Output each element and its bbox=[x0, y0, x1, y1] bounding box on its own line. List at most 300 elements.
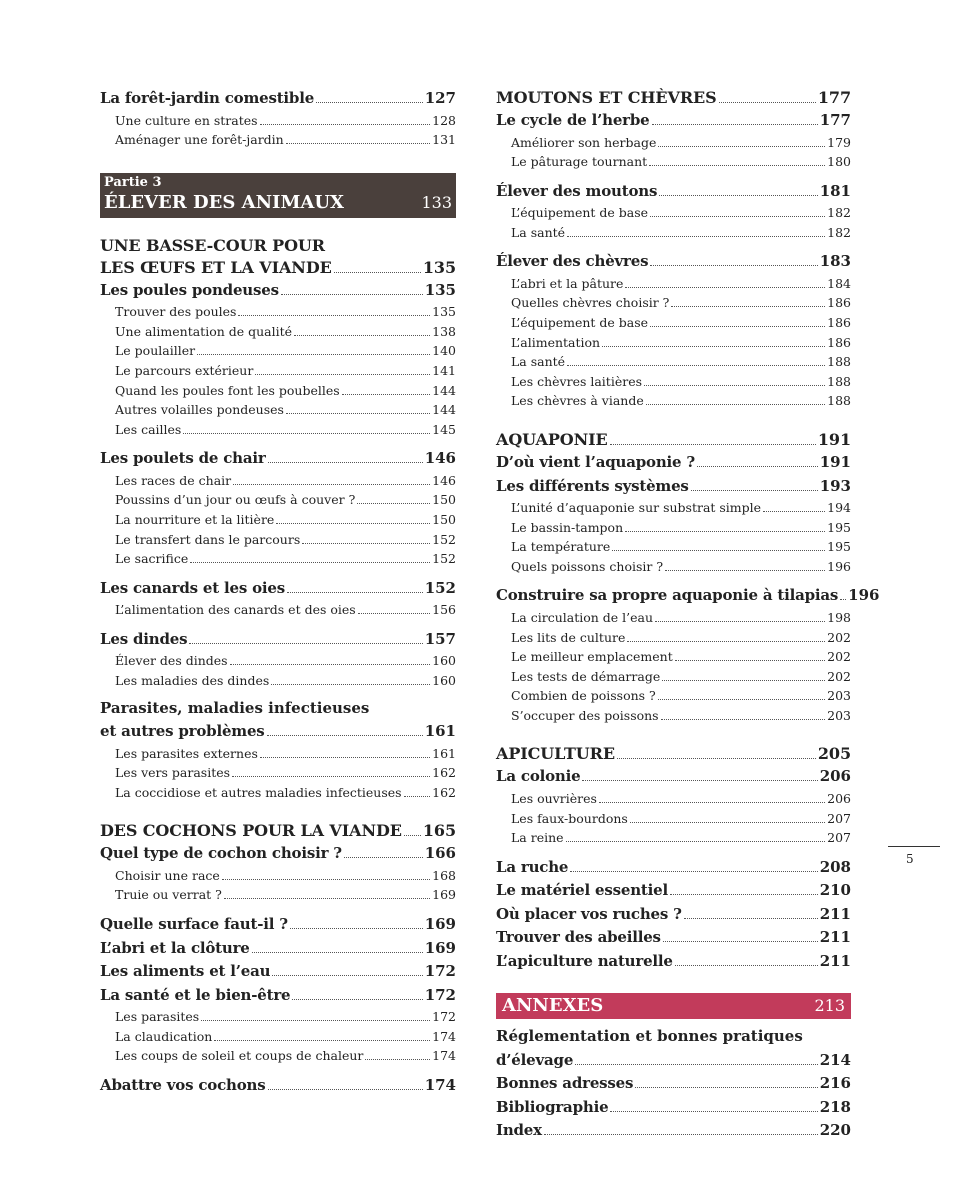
toc-column-left bbox=[100, 87, 456, 1097]
toc-entry-title: L’équipement de base bbox=[511, 315, 649, 331]
toc-entry-page: 202 bbox=[827, 629, 851, 645]
toc-entry-title: Les faux-bourdons bbox=[511, 810, 628, 826]
toc-entry bbox=[496, 950, 851, 974]
toc-entry-page: 146 bbox=[424, 449, 456, 468]
toc-entry-page: 152 bbox=[432, 531, 456, 547]
toc-entry-title: La forêt-jardin comestible bbox=[100, 89, 315, 107]
toc-entry-page: 180 bbox=[827, 154, 851, 170]
toc-entry-page: 162 bbox=[432, 784, 456, 800]
toc-entry-page: 150 bbox=[432, 512, 456, 528]
toc-entry-title: Les maladies des dindes bbox=[115, 673, 270, 688]
toc-entry-title: L’alimentation bbox=[511, 334, 601, 350]
toc-entry bbox=[100, 577, 456, 601]
toc-entry-title: La circulation de l’eau bbox=[511, 609, 654, 625]
toc-entry-title: Quelles chèvres choisir ? bbox=[511, 295, 670, 311]
toc-entry-title: Bibliographie bbox=[496, 1097, 609, 1116]
toc-entry-title: La nourriture et la litière bbox=[115, 512, 275, 528]
toc-entry-title: L’équipement de base bbox=[511, 205, 649, 221]
toc-entry-page: 174 bbox=[424, 1075, 456, 1094]
dot-leader bbox=[404, 796, 431, 797]
toc-subentry bbox=[100, 1046, 456, 1066]
part-page: 133 bbox=[421, 192, 452, 212]
toc-entry-reglementation: Réglementation et bonnes pratiques d’élevage 214 bbox=[496, 1027, 851, 1069]
toc-subentry bbox=[100, 361, 456, 381]
toc-entry-title: Les chèvres laitières bbox=[511, 373, 643, 389]
toc-entry-page: 220 bbox=[819, 1121, 851, 1140]
toc-subentry bbox=[100, 783, 456, 803]
toc-entry-page: 177 bbox=[819, 111, 851, 129]
toc-entry-title: Combien de poissons ? bbox=[511, 688, 656, 704]
toc-entry-page: 172 bbox=[432, 1009, 456, 1025]
folio-rule bbox=[888, 846, 940, 847]
toc-entry-parasites: Parasites, maladies infectieuses et autres problèmes 161 bbox=[100, 698, 456, 741]
dot-leader bbox=[650, 326, 825, 327]
page-number: 5 bbox=[906, 852, 914, 866]
toc-entry-page: 195 bbox=[827, 539, 851, 555]
toc-entry-title: Les dindes bbox=[100, 629, 188, 648]
toc-subentry bbox=[100, 381, 456, 401]
toc-entry-title: L’alimentation des canards et des oies bbox=[115, 602, 356, 618]
toc-entry-page: 186 bbox=[827, 334, 851, 350]
toc-subentry bbox=[496, 667, 851, 687]
dot-leader bbox=[276, 523, 430, 524]
chapter-heading-aquaponie: AQUAPONIE 191 bbox=[496, 430, 851, 450]
dot-leader bbox=[201, 1020, 430, 1021]
dot-leader bbox=[675, 965, 818, 966]
dot-leader bbox=[567, 236, 825, 237]
dot-leader bbox=[294, 335, 430, 336]
toc-subentry bbox=[496, 352, 851, 372]
toc-entry bbox=[496, 856, 851, 880]
toc-entry-title: Quel type de cochon choisir ? bbox=[100, 844, 342, 863]
toc-entry-page: 211 bbox=[819, 951, 851, 970]
dot-leader bbox=[610, 1111, 817, 1112]
toc-entry-page: 186 bbox=[827, 295, 851, 311]
toc-entry-title: Le parcours extérieur bbox=[115, 362, 254, 378]
toc-subentry bbox=[496, 828, 851, 848]
toc-entry-title: Le matériel essentiel bbox=[496, 881, 668, 900]
toc-subentry bbox=[496, 686, 851, 706]
toc-entry-title: L’abri et la pâture bbox=[511, 275, 624, 291]
dot-leader bbox=[649, 165, 825, 166]
toc-entry-title: Quand les poules font les poubelles bbox=[115, 382, 340, 398]
toc-entry-page: 184 bbox=[827, 275, 851, 291]
toc-entry-page: 152 bbox=[432, 551, 456, 567]
toc-entry-page: 150 bbox=[432, 492, 456, 508]
toc-entry bbox=[496, 926, 851, 950]
toc-entry bbox=[496, 451, 851, 475]
toc-subentry bbox=[496, 706, 851, 726]
toc-entry-page: 207 bbox=[827, 810, 851, 826]
toc-entry-title: L’unité d’aquaponie sur substrat simple bbox=[511, 500, 762, 516]
toc-entry-page: 135 bbox=[432, 304, 456, 320]
toc-subentry bbox=[100, 1027, 456, 1047]
toc-entry bbox=[496, 1119, 851, 1143]
toc-entry-page: 206 bbox=[819, 767, 851, 786]
toc-entry-page: 168 bbox=[432, 867, 456, 883]
toc-subentry bbox=[100, 549, 456, 569]
dot-leader bbox=[763, 511, 825, 512]
toc-subentry bbox=[496, 537, 851, 557]
toc-entry-title: Les poulets de chair bbox=[100, 449, 266, 468]
toc-subentry bbox=[496, 518, 851, 538]
toc-subentry bbox=[496, 608, 851, 628]
toc-entry-title: Les parasites externes bbox=[115, 745, 258, 761]
toc-entry-page: 182 bbox=[827, 205, 851, 221]
toc-subentry bbox=[496, 498, 851, 518]
dot-leader bbox=[290, 928, 423, 929]
toc-entry-page: 162 bbox=[432, 765, 456, 781]
dot-leader bbox=[255, 374, 430, 375]
toc-entry bbox=[496, 180, 851, 204]
toc-entry-title: La reine bbox=[511, 830, 564, 846]
toc-entry-title: Améliorer son herbage bbox=[511, 134, 657, 150]
toc-entry-title: La santé et le bien-être bbox=[100, 985, 291, 1004]
dot-leader bbox=[625, 287, 825, 288]
toc-entry bbox=[100, 279, 456, 303]
toc-subentry bbox=[496, 372, 851, 392]
toc-entry-page: 172 bbox=[424, 985, 456, 1004]
toc-entry bbox=[100, 1074, 456, 1098]
toc-subentry bbox=[496, 274, 851, 294]
toc-entry bbox=[496, 109, 851, 133]
toc-entry-page: 127 bbox=[424, 89, 456, 107]
toc-entry-page: 195 bbox=[827, 519, 851, 535]
dot-leader bbox=[659, 195, 817, 196]
toc-entry-title: Les ouvrières bbox=[511, 790, 597, 806]
toc-entry-title: La température bbox=[511, 539, 611, 555]
dot-leader bbox=[599, 802, 825, 803]
toc-subentry bbox=[496, 152, 851, 172]
toc-entry bbox=[100, 842, 456, 866]
chapter-heading-apiculture: APICULTURE 205 bbox=[496, 744, 851, 764]
toc-entry bbox=[496, 1096, 851, 1120]
toc-subentry bbox=[496, 628, 851, 648]
toc-entry bbox=[100, 984, 456, 1008]
dot-leader bbox=[662, 680, 825, 681]
dot-leader bbox=[183, 433, 430, 434]
toc-section-basse-cour bbox=[100, 279, 456, 691]
toc-entry-title: Aménager une forêt-jardin bbox=[115, 132, 284, 148]
dot-leader bbox=[544, 1134, 818, 1135]
toc-entry-title: La ruche bbox=[496, 857, 569, 876]
toc-entry-page: 157 bbox=[424, 629, 456, 648]
toc-entry-page: 181 bbox=[819, 181, 851, 200]
toc-subentry bbox=[100, 130, 456, 150]
toc-subentry bbox=[496, 391, 851, 411]
toc-entry-page: 135 bbox=[424, 280, 456, 299]
toc-entry-page: 174 bbox=[432, 1048, 456, 1064]
toc-subentry bbox=[100, 885, 456, 905]
toc-entry-page: 196 bbox=[827, 558, 851, 574]
dot-leader bbox=[292, 999, 422, 1000]
dot-leader bbox=[358, 613, 430, 614]
toc-entry-page: 216 bbox=[819, 1074, 851, 1093]
toc-entry-page: 152 bbox=[424, 578, 456, 597]
toc-entry-title: Les cailles bbox=[115, 421, 182, 437]
toc-entry-title: D’où vient l’aquaponie ? bbox=[496, 453, 695, 472]
toc-entry-title: Truie ou verrat ? bbox=[115, 887, 222, 903]
dot-leader bbox=[190, 562, 430, 563]
dot-leader bbox=[260, 757, 430, 758]
dot-leader bbox=[675, 660, 825, 661]
dot-leader bbox=[252, 952, 423, 953]
toc-entry-title: Le sacrifice bbox=[115, 551, 189, 567]
toc-subentry bbox=[100, 1007, 456, 1027]
dot-leader bbox=[635, 1087, 817, 1088]
toc-section-foret-jardin bbox=[100, 87, 456, 150]
toc-entry-page: 161 bbox=[432, 745, 456, 761]
toc-entry bbox=[496, 903, 851, 927]
dot-leader bbox=[658, 146, 825, 147]
toc-entry-title: Autres volailles pondeuses bbox=[115, 402, 284, 418]
toc-section-annexes bbox=[496, 1072, 851, 1143]
toc-column-right bbox=[496, 87, 880, 1143]
toc-section-aquaponie bbox=[496, 451, 880, 725]
toc-subentry bbox=[100, 111, 456, 131]
toc-entry-page: 141 bbox=[432, 362, 456, 378]
toc-entry-page: 210 bbox=[819, 881, 851, 900]
dot-leader bbox=[365, 1059, 430, 1060]
toc-entry-page: 194 bbox=[827, 500, 851, 516]
toc-entry bbox=[100, 913, 456, 937]
toc-entry-title: Le poulailler bbox=[115, 343, 196, 359]
dot-leader bbox=[316, 102, 423, 103]
toc-entry-title: Quels poissons choisir ? bbox=[511, 558, 664, 574]
toc-entry-title: Les vers parasites bbox=[115, 765, 231, 781]
toc-entry-title: Abattre vos cochons bbox=[100, 1075, 266, 1094]
toc-entry-page: 169 bbox=[424, 938, 456, 957]
dot-leader bbox=[661, 719, 826, 720]
dot-leader bbox=[570, 871, 817, 872]
part-label: Partie 3 bbox=[104, 174, 162, 190]
toc-entry-title: Élever des chèvres bbox=[496, 252, 649, 271]
dot-leader bbox=[214, 1040, 430, 1041]
toc-entry-page: 138 bbox=[432, 323, 456, 339]
toc-entry-title: Une alimentation de qualité bbox=[115, 323, 293, 339]
toc-entry-title: Les lits de culture bbox=[511, 629, 626, 645]
toc-entry-title: Élever des dindes bbox=[115, 653, 228, 669]
dot-leader bbox=[302, 543, 430, 544]
dot-leader bbox=[287, 592, 423, 593]
toc-subentry bbox=[100, 744, 456, 764]
toc-entry bbox=[496, 1072, 851, 1096]
toc-entry bbox=[100, 447, 456, 471]
toc-entry-title: Une culture en strates bbox=[115, 112, 258, 128]
part-banner bbox=[100, 173, 456, 218]
dot-leader bbox=[627, 641, 825, 642]
toc-entry-title: Index bbox=[496, 1121, 542, 1140]
dot-leader bbox=[271, 684, 430, 685]
toc-entry-page: 131 bbox=[432, 132, 456, 148]
toc-subentry bbox=[100, 400, 456, 420]
toc-entry-page: 188 bbox=[827, 393, 851, 409]
toc-subentry bbox=[100, 322, 456, 342]
toc-entry-page: 144 bbox=[432, 402, 456, 418]
dot-leader bbox=[665, 570, 825, 571]
toc-subentry bbox=[100, 471, 456, 491]
toc-entry-page: 140 bbox=[432, 343, 456, 359]
toc-entry-page: 211 bbox=[819, 904, 851, 923]
dot-leader bbox=[566, 841, 826, 842]
toc-entry-page: 208 bbox=[819, 857, 851, 876]
toc-subentry bbox=[496, 789, 851, 809]
toc-entry-page: 145 bbox=[432, 421, 456, 437]
toc-subentry bbox=[100, 510, 456, 530]
chapter-heading-basse-cour: UNE BASSE-COUR POUR LES ŒUFS ET LA VIANDE 135 bbox=[100, 235, 456, 277]
toc-entry-page: 169 bbox=[432, 887, 456, 903]
toc-subentry bbox=[496, 809, 851, 829]
toc-entry-title: La claudication bbox=[115, 1028, 213, 1044]
toc-entry-title: Les races de chair bbox=[115, 472, 232, 488]
dot-leader bbox=[268, 462, 423, 463]
toc-entry-page: 207 bbox=[827, 830, 851, 846]
toc-entry-page: 202 bbox=[827, 668, 851, 684]
toc-subentry bbox=[496, 293, 851, 313]
dot-leader bbox=[286, 143, 430, 144]
toc-entry bbox=[100, 628, 456, 652]
toc-entry bbox=[496, 584, 880, 608]
toc-entry-title: Les parasites bbox=[115, 1009, 200, 1025]
dot-leader bbox=[197, 354, 430, 355]
dot-leader bbox=[268, 1089, 423, 1090]
toc-entry-title: Les canards et les oies bbox=[100, 578, 285, 597]
dot-leader bbox=[625, 531, 825, 532]
toc-entry-page: 186 bbox=[827, 315, 851, 331]
toc-entry-page: 206 bbox=[827, 790, 851, 806]
part-title: ÉLEVER DES ANIMAUX bbox=[104, 191, 344, 213]
toc-entry-title: Le pâturage tournant bbox=[511, 154, 648, 170]
toc-entry-page: 172 bbox=[424, 962, 456, 981]
toc-entry-page: 128 bbox=[432, 112, 456, 128]
toc-entry-page: 183 bbox=[819, 252, 851, 271]
dot-leader bbox=[670, 894, 818, 895]
toc-entry-page: 211 bbox=[819, 928, 851, 947]
annexes-banner bbox=[496, 993, 851, 1019]
toc-entry-title: Les aliments et l’eau bbox=[100, 962, 271, 981]
chapter-heading-cochons: DES COCHONS POUR LA VIANDE 165 bbox=[100, 821, 456, 841]
toc-entry-title: Trouver des abeilles bbox=[496, 928, 661, 947]
dot-leader bbox=[646, 404, 825, 405]
toc-subentry bbox=[496, 333, 851, 353]
dot-leader bbox=[357, 503, 430, 504]
toc-subentry bbox=[496, 133, 851, 153]
dot-leader bbox=[189, 643, 422, 644]
toc-subentry bbox=[100, 490, 456, 510]
toc-subentry bbox=[100, 671, 456, 691]
dot-leader bbox=[342, 394, 430, 395]
dot-leader bbox=[230, 664, 431, 665]
toc-subentry bbox=[496, 557, 851, 577]
dot-leader bbox=[644, 385, 825, 386]
toc-section-moutons bbox=[496, 109, 851, 411]
dot-leader bbox=[671, 306, 825, 307]
toc-entry-title: Quelle surface faut-il ? bbox=[100, 915, 288, 934]
toc-subentry bbox=[100, 302, 456, 322]
dot-leader bbox=[272, 975, 422, 976]
toc-entry-title: La santé bbox=[511, 224, 566, 240]
dot-leader bbox=[650, 265, 817, 266]
toc-entry-page: 160 bbox=[432, 653, 456, 669]
toc-entry-title: La coccidiose et autres maladies infectieuses bbox=[115, 784, 402, 800]
toc-entry-title: La santé bbox=[511, 354, 566, 370]
dot-leader bbox=[691, 490, 818, 491]
dot-leader bbox=[697, 466, 818, 467]
toc-entry-title: L’apiculture naturelle bbox=[496, 951, 673, 970]
dot-leader bbox=[224, 898, 430, 899]
toc-entry-title: Les différents systèmes bbox=[496, 476, 689, 495]
toc-entry-title: Bonnes adresses bbox=[496, 1074, 634, 1093]
toc-entry-title: La colonie bbox=[496, 767, 581, 786]
toc-entry-title: Les tests de démarrage bbox=[511, 668, 661, 684]
toc-entry-page: 198 bbox=[827, 609, 851, 625]
toc-entry-page: 203 bbox=[827, 707, 851, 723]
dot-leader bbox=[612, 550, 825, 551]
toc-subsection-parasites bbox=[100, 744, 456, 803]
toc-subentry bbox=[100, 600, 456, 620]
toc-entry-title: Élever des moutons bbox=[496, 181, 658, 200]
dot-leader bbox=[238, 315, 430, 316]
toc-section-apiculture bbox=[496, 765, 851, 973]
dot-leader bbox=[222, 879, 430, 880]
toc-subentry bbox=[100, 763, 456, 783]
toc-entry-title: Poussins d’un jour ou œufs à couver ? bbox=[115, 492, 356, 508]
toc-entry-page: 144 bbox=[432, 382, 456, 398]
toc-entry-page: 202 bbox=[827, 649, 851, 665]
toc-entry-page: 203 bbox=[827, 688, 851, 704]
toc-entry-title: Le transfert dans le parcours bbox=[115, 531, 301, 547]
toc-subentry bbox=[496, 647, 851, 667]
toc-entry-page: 156 bbox=[432, 602, 456, 618]
toc-entry bbox=[496, 250, 851, 274]
toc-entry-page: 166 bbox=[424, 844, 456, 863]
toc-entry-page: 188 bbox=[827, 354, 851, 370]
dot-leader bbox=[658, 699, 825, 700]
toc-entry-title: Les chèvres à viande bbox=[511, 393, 644, 409]
toc-entry bbox=[496, 879, 851, 903]
toc-entry-page: 160 bbox=[432, 673, 456, 688]
toc-entry-page: 179 bbox=[827, 134, 851, 150]
toc-entry-page: 182 bbox=[827, 224, 851, 240]
toc-entry-page: 218 bbox=[819, 1097, 851, 1116]
dot-leader bbox=[655, 621, 825, 622]
dot-leader bbox=[567, 365, 825, 366]
toc-subentry bbox=[100, 651, 456, 671]
toc-entry-title: S’occuper des poissons bbox=[511, 707, 659, 723]
toc-entry bbox=[496, 475, 851, 499]
toc-subentry bbox=[100, 530, 456, 550]
dot-leader bbox=[286, 413, 430, 414]
annexes-page: 213 bbox=[814, 996, 845, 1016]
toc-subentry bbox=[100, 341, 456, 361]
dot-leader bbox=[684, 918, 818, 919]
dot-leader bbox=[652, 124, 818, 125]
toc-subentry bbox=[496, 223, 851, 243]
annexes-title: ANNEXES bbox=[502, 995, 604, 1017]
dot-leader bbox=[663, 941, 818, 942]
toc-entry bbox=[496, 765, 851, 789]
toc-section-cochons bbox=[100, 842, 456, 1097]
toc-subentry bbox=[496, 203, 851, 223]
toc-entry-page: 196 bbox=[848, 586, 880, 605]
dot-leader bbox=[260, 124, 431, 125]
toc-entry-page: 188 bbox=[827, 373, 851, 389]
toc-entry-page: 193 bbox=[819, 476, 851, 495]
toc-entry-title: Choisir une race bbox=[115, 867, 220, 883]
dot-leader bbox=[582, 780, 817, 781]
dot-leader bbox=[233, 484, 430, 485]
dot-leader bbox=[650, 216, 825, 217]
